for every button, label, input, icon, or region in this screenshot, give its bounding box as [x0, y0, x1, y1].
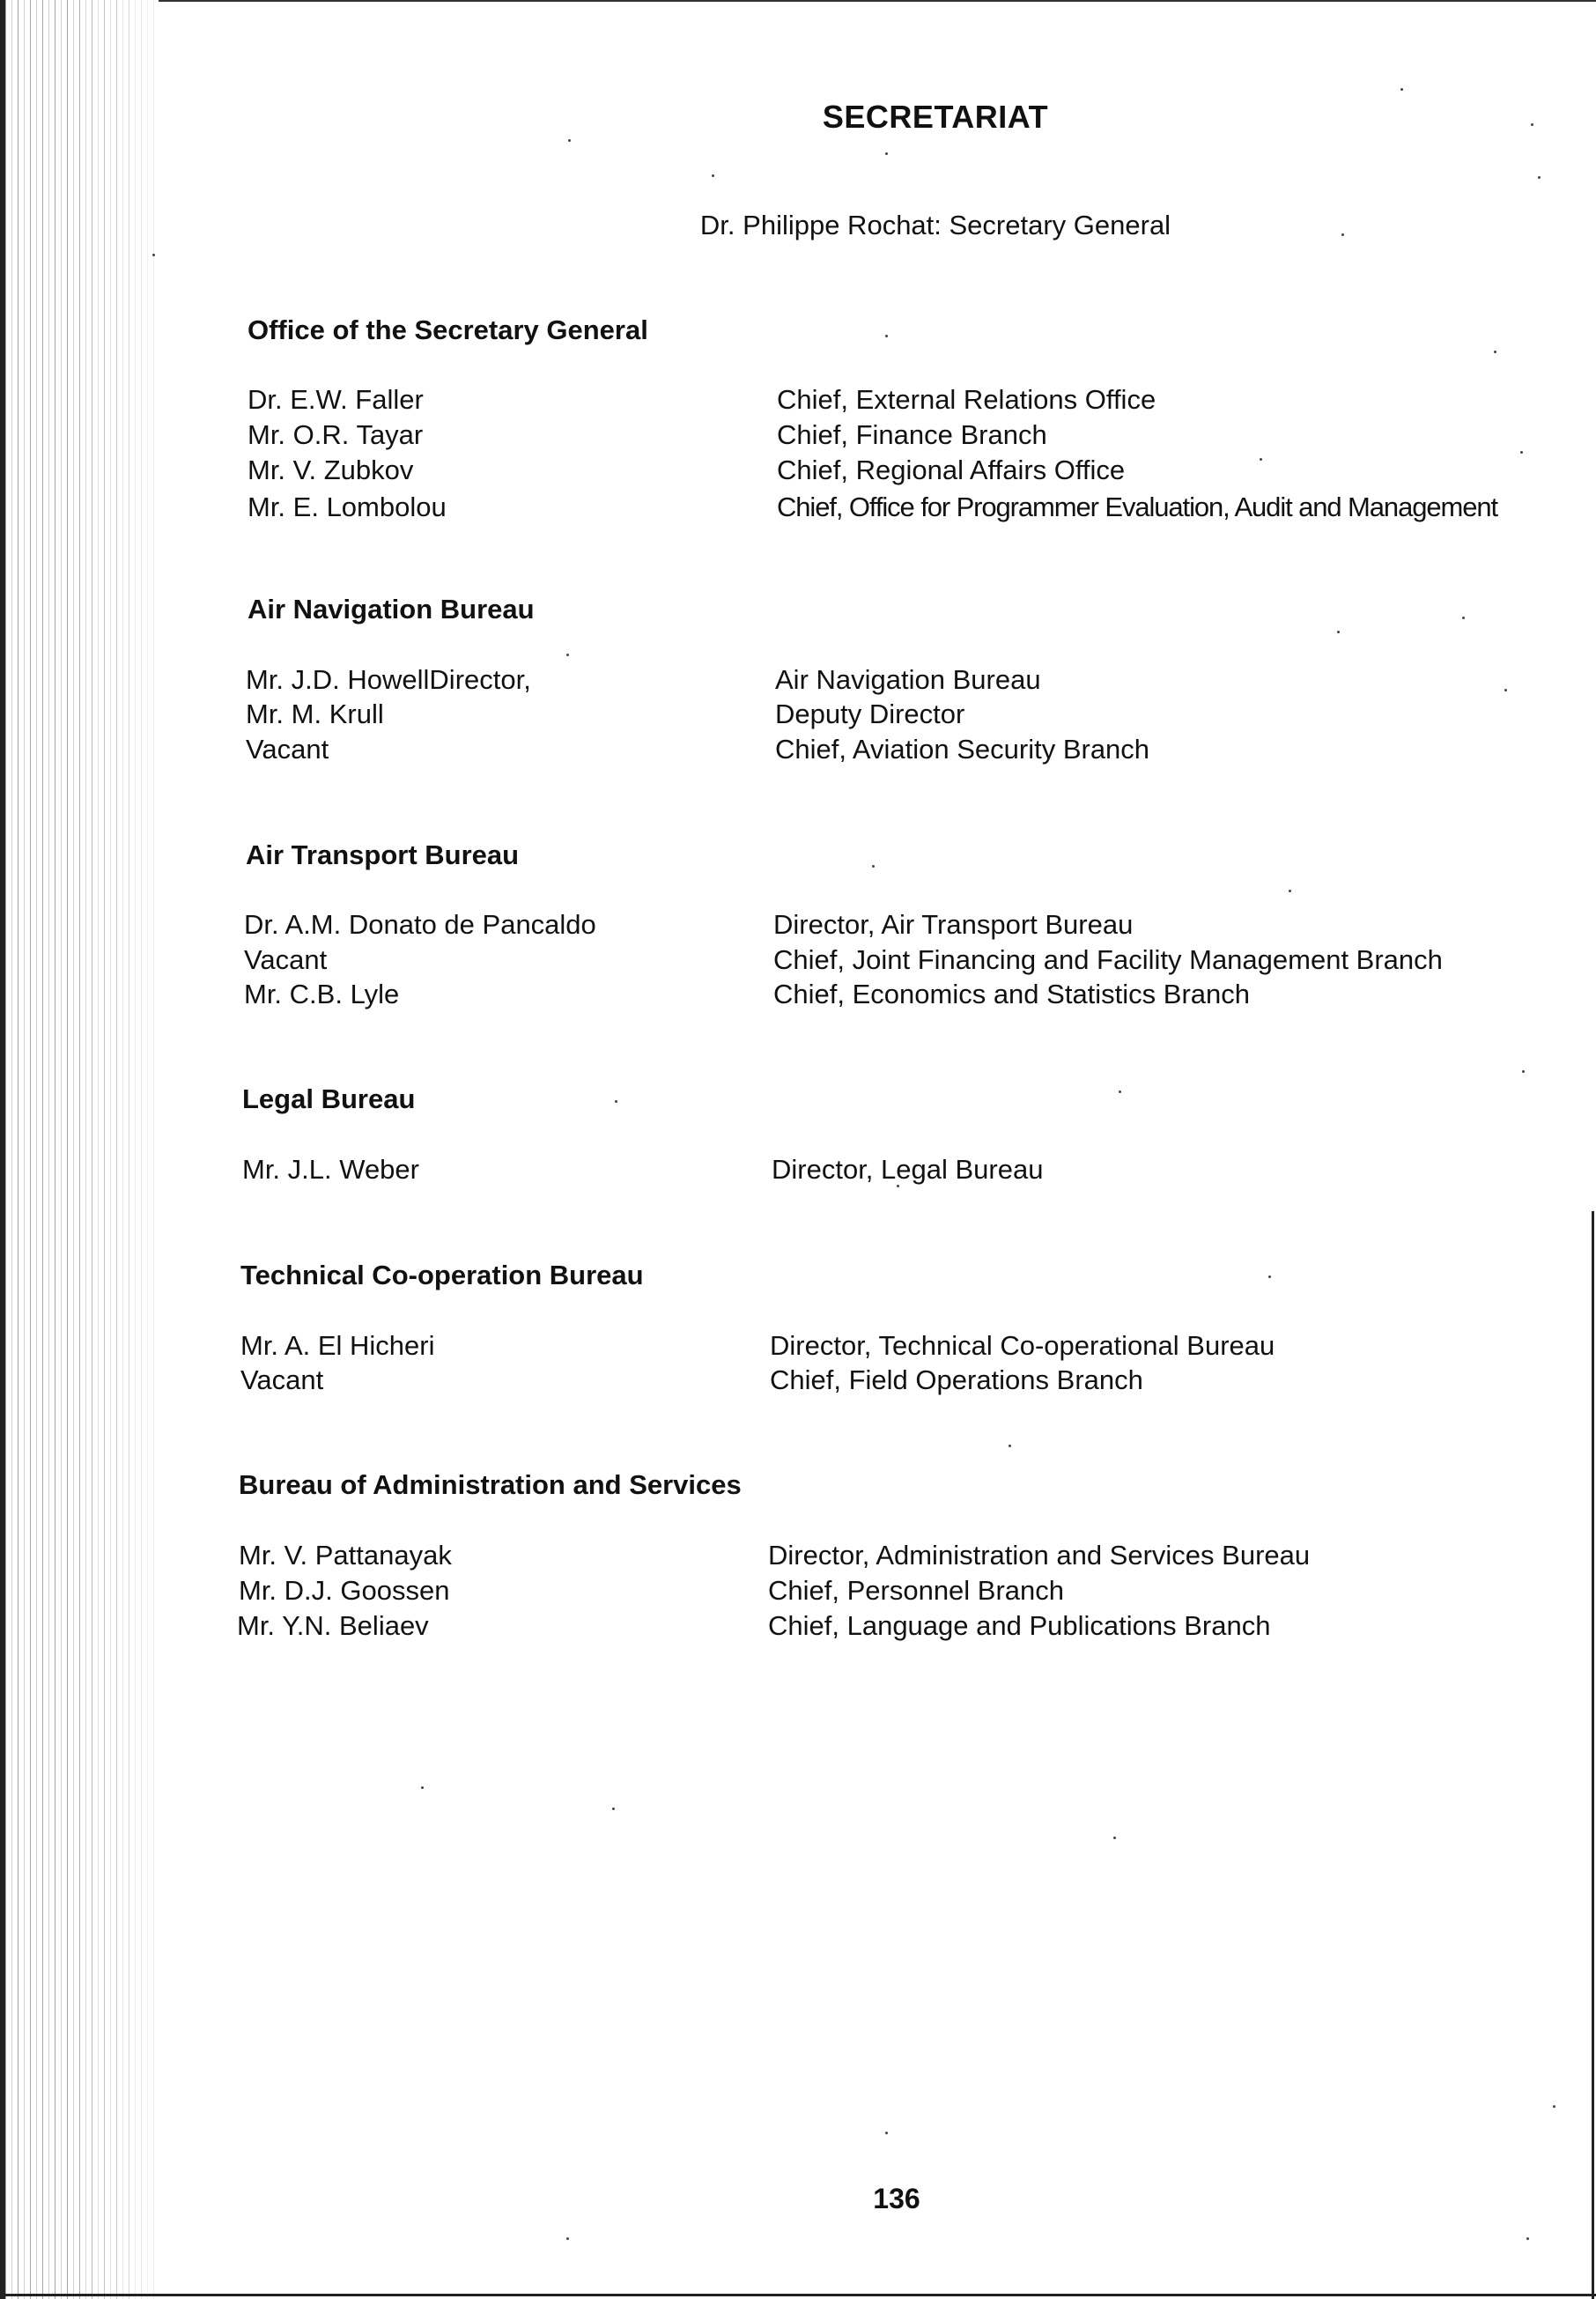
scan-binding-edge [0, 0, 5, 2299]
person-name: Dr. A.M. Donato de Pancaldo [244, 909, 596, 940]
scan-top-edge [159, 0, 1596, 2]
table-row [0, 419, 1596, 455]
scan-speck [421, 1786, 424, 1789]
scan-speck [885, 2132, 888, 2134]
scan-speck [152, 254, 155, 256]
person-name: Mr. D.J. Goossen [239, 1575, 450, 1606]
person-name: Mr. V. Pattanayak [239, 1540, 452, 1571]
scan-binding-strip [0, 0, 159, 2299]
table-row [0, 1330, 1596, 1365]
person-role: Chief, Finance Branch [777, 419, 1047, 450]
person-role: Chief, Field Operations Branch [770, 1364, 1143, 1395]
person-role: Chief, Economics and Statistics Branch [773, 979, 1251, 1009]
scan-speck [1520, 451, 1523, 454]
section-heading: Bureau of Administration and Services [239, 1469, 742, 1500]
person-role: Chief, Joint Financing and Facility Management Branch [773, 944, 1443, 975]
person-role: Director, Air Transport Bureau [773, 909, 1134, 940]
table-row [0, 699, 1596, 734]
person-role: Air Navigation Bureau [775, 664, 1041, 695]
scan-speck [1400, 88, 1403, 91]
table-row [0, 1575, 1596, 1610]
scan-speck [1341, 233, 1344, 236]
scan-speck [566, 2237, 569, 2240]
secretary-general-line: Dr. Philippe Rochat: Secretary General [699, 210, 1171, 240]
table-row [0, 1364, 1596, 1400]
table-row [0, 455, 1596, 490]
section-heading: Technical Co-operation Bureau [240, 1260, 644, 1290]
person-role: Chief, Aviation Security Branch [775, 734, 1150, 765]
person-name: Mr. O.R. Tayar [248, 419, 424, 450]
person-role: Chief, Regional Affairs Office [777, 455, 1126, 485]
scan-speck [1462, 617, 1465, 619]
table-row [0, 1154, 1596, 1189]
scan-speck [1553, 2105, 1555, 2108]
person-name: Mr. C.B. Lyle [244, 979, 400, 1009]
scan-speck [872, 865, 875, 868]
scan-speck [712, 174, 714, 177]
person-role: Director, Administration and Services Bureau [768, 1540, 1311, 1571]
person-name: Dr. E.W. Faller [248, 384, 424, 415]
person-name: Mr. E. Lombolou [248, 492, 447, 522]
scan-speck [612, 1807, 615, 1810]
table-row [0, 944, 1596, 979]
table-row [0, 909, 1596, 944]
person-name: Mr. V. Zubkov [248, 455, 414, 485]
page-number: 136 [873, 2183, 920, 2214]
person-name: Mr. J.D. HowellDirector, [246, 664, 531, 695]
section-heading: Air Navigation Bureau [248, 594, 535, 625]
scan-speck [1526, 2237, 1529, 2240]
scan-bottom-edge [0, 2294, 1596, 2296]
table-row [0, 1540, 1596, 1575]
section-heading: Office of the Secretary General [248, 314, 648, 345]
person-name: Mr. A. El Hicheri [240, 1330, 435, 1361]
table-row [0, 384, 1596, 419]
person-role: Director, Technical Co-operational Bureau [770, 1330, 1275, 1361]
scan-speck [1531, 123, 1533, 126]
scan-speck [1119, 1090, 1121, 1093]
scan-speck [1522, 1070, 1525, 1073]
scan-speck [1260, 458, 1262, 461]
scan-speck [568, 139, 571, 142]
page-title: SECRETARIAT [822, 99, 1049, 135]
scan-speck [1289, 890, 1291, 892]
scan-speck [885, 152, 888, 155]
person-name: Mr. M. Krull [246, 699, 384, 729]
person-role: Chief, Personnel Branch [768, 1575, 1065, 1606]
table-row [0, 734, 1596, 769]
table-row [0, 979, 1596, 1014]
person-name: Mr. J.L. Weber [242, 1154, 419, 1185]
person-name: Vacant [246, 734, 329, 765]
scan-speck [1009, 1445, 1011, 1447]
scan-speck [615, 1100, 617, 1103]
person-name: Mr. Y.N. Beliaev [237, 1610, 429, 1641]
table-row [0, 1610, 1596, 1645]
person-role: Chief, Language and Publications Branch [768, 1610, 1271, 1641]
scan-speck [1268, 1275, 1271, 1278]
person-role: Chief, Office for Programmer Evaluation, Audit and Management [777, 492, 1498, 522]
scan-speck [1113, 1837, 1116, 1839]
person-role: Director, Legal Bureau [772, 1154, 1044, 1185]
scan-speck [1538, 176, 1541, 179]
person-name: Vacant [244, 944, 328, 975]
section-heading: Air Transport Bureau [246, 839, 520, 870]
scan-speck [1494, 351, 1496, 353]
scan-speck [897, 1185, 899, 1187]
scan-speck [885, 335, 888, 337]
person-role: Chief, External Relations Office [777, 384, 1156, 415]
table-row [0, 492, 1596, 527]
scan-speck [1504, 689, 1507, 691]
section-heading: Legal Bureau [242, 1083, 416, 1114]
table-row [0, 664, 1596, 699]
person-role: Deputy Director [775, 699, 965, 729]
person-name: Vacant [240, 1364, 324, 1395]
scan-speck [566, 654, 569, 656]
scan-speck [1337, 631, 1340, 633]
